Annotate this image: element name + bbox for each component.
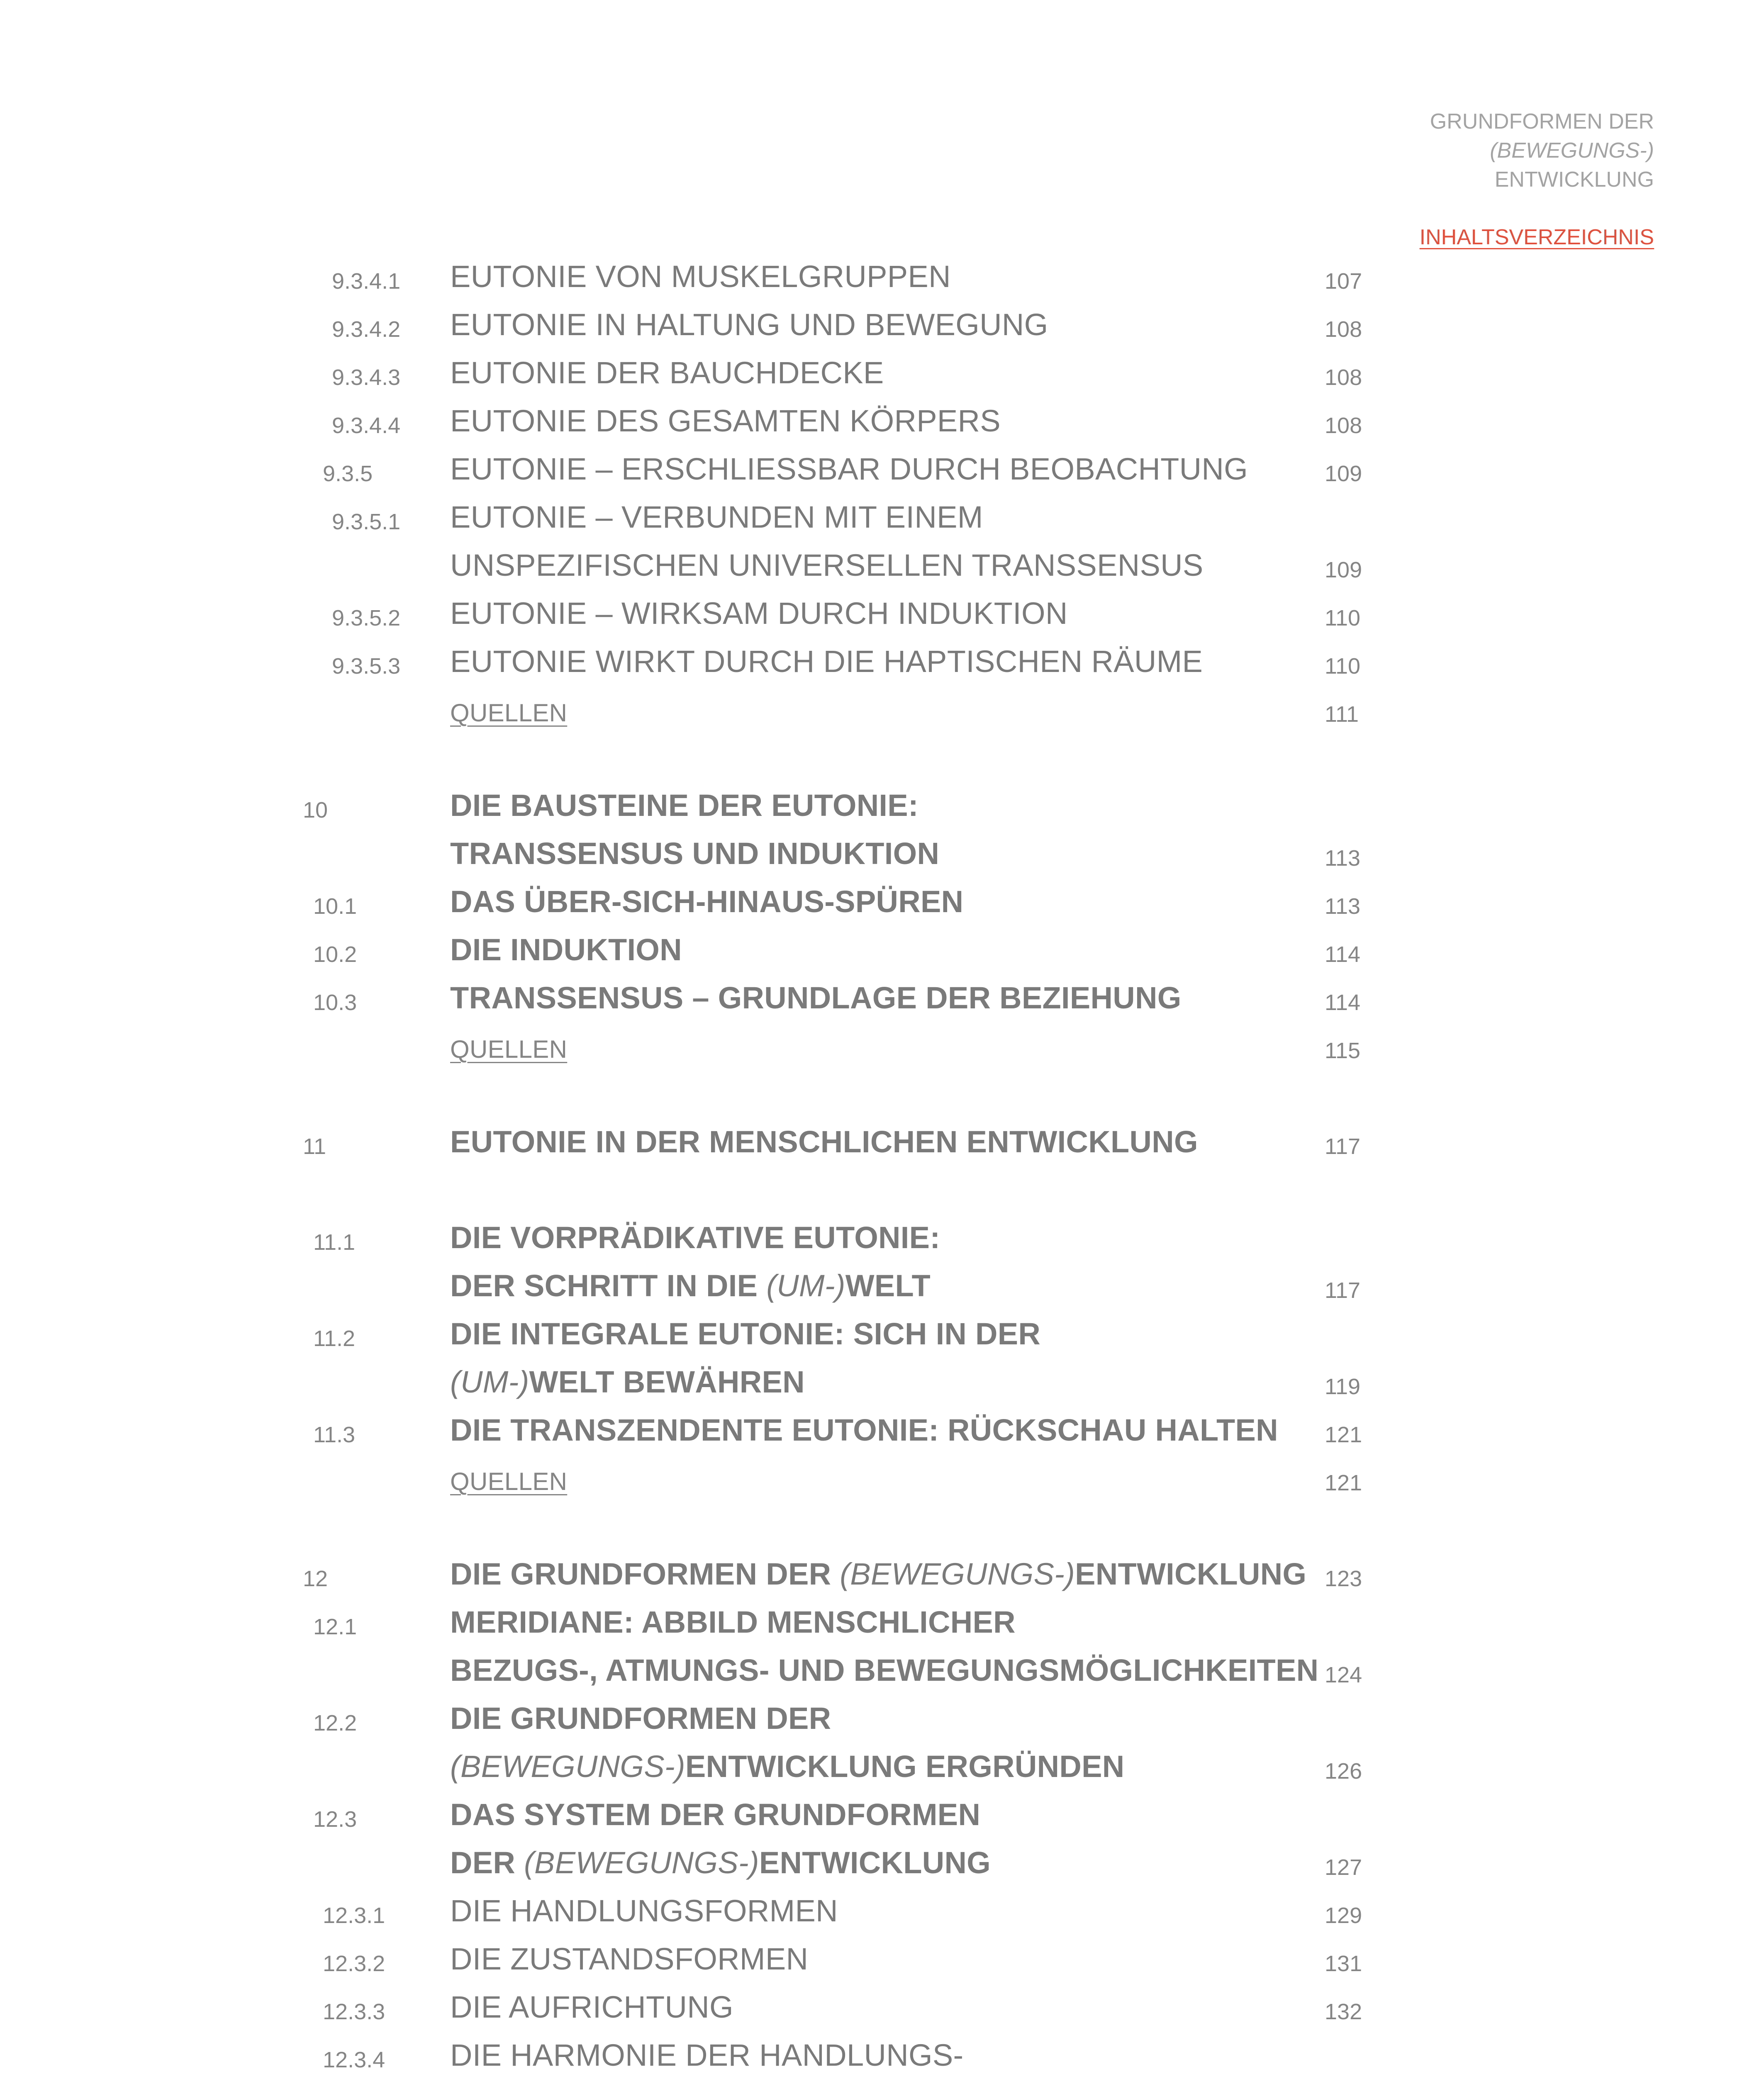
section-number: 9.3.5.2 <box>332 606 401 630</box>
section-title: EUTONIE VON MUSKELGRUPPEN <box>450 259 951 294</box>
section-number: 9.3.4.4 <box>332 413 401 438</box>
section-title: EUTONIE – VERBUNDEN MIT EINEM <box>450 500 983 534</box>
page-number: 109 <box>1325 557 1362 582</box>
section-title-part: DER SCHRITT IN DIE <box>450 1268 767 1303</box>
page-number: 107 <box>1325 269 1362 294</box>
section-number: 12.3.4 <box>323 2047 385 2072</box>
section-title: DIE BAUSTEINE DER EUTONIE: <box>450 788 919 823</box>
section-number: 12.3 <box>313 1807 357 1832</box>
section-title: EUTONIE – WIRKSAM DURCH INDUKTION <box>450 596 1068 630</box>
toc-row <box>0 976 1764 1025</box>
page-number: 113 <box>1325 894 1361 919</box>
header-line-2: (BEWEGUNGS-) <box>1490 139 1654 163</box>
section-title: EUTONIE DER BAUCHDECKE <box>450 355 884 390</box>
toc-row <box>0 1216 1764 1264</box>
toc-row <box>0 2034 1764 2074</box>
section-title-part: DER <box>450 1845 524 1880</box>
section-title: DIE ZUSTANDSFORMEN <box>450 1942 809 1976</box>
page-number: 114 <box>1325 990 1361 1015</box>
section-title-italic: (BEWEGUNGS-) <box>840 1557 1075 1591</box>
page-number: 123 <box>1325 1566 1362 1591</box>
toc-row <box>0 1889 1764 1938</box>
toc-row <box>0 1697 1764 1745</box>
page-number: 108 <box>1325 365 1362 390</box>
toc-row <box>0 1601 1764 1649</box>
toc-row <box>0 399 1764 448</box>
toc-row <box>0 496 1764 544</box>
section-title: BEZUGS-, ATMUNGS- UND BEWEGUNGSMÖGLICHKEITEN <box>450 1653 1319 1687</box>
toc-row <box>0 1553 1764 1601</box>
section-number: 11.3 <box>313 1422 356 1447</box>
section-title: MERIDIANE: ABBILD MENSCHLICHER <box>450 1605 1016 1639</box>
toc-row <box>0 448 1764 496</box>
page-number: 117 <box>1325 1278 1361 1303</box>
section-title: DAS ÜBER-SICH-HINAUS-SPÜREN <box>450 884 964 919</box>
section-title-italic: (UM-) <box>450 1365 529 1399</box>
section-title-part: DIE GRUNDFORMEN DER <box>450 1557 840 1591</box>
page-number: 127 <box>1325 1855 1362 1880</box>
section-title: DAS SYSTEM DER GRUNDFORMEN <box>450 1797 981 1832</box>
section-title: DIE HARMONIE DER HANDLUNGS- <box>450 2038 964 2072</box>
section-title-part: WELT BEWÄHREN <box>529 1365 805 1399</box>
page-number: 108 <box>1325 413 1362 438</box>
toc-row <box>0 592 1764 640</box>
section-number: 12 <box>303 1566 328 1591</box>
toc-row <box>0 880 1764 928</box>
toc-row <box>0 784 1764 832</box>
page-number: 129 <box>1325 1903 1362 1928</box>
section-number: 10.1 <box>313 894 357 919</box>
section-number: 10.2 <box>313 942 357 967</box>
toc-row <box>0 1264 1764 1312</box>
section-title: DIE INTEGRALE EUTONIE: SICH IN DER <box>450 1317 1041 1351</box>
section-title: EUTONIE – ERSCHLIESSBAR DURCH BEOBACHTUNG <box>450 452 1248 486</box>
section-title: UNSPEZIFISCHEN UNIVERSELLEN TRANSSENSUS <box>450 548 1204 582</box>
section-number: 11.2 <box>313 1326 356 1351</box>
header-line-3: ENTWICKLUNG <box>1494 168 1654 192</box>
section-title-part: ENTWICKLUNG <box>1075 1557 1307 1591</box>
section-number: 10 <box>303 798 328 823</box>
section-title-part: ENTWICKLUNG <box>759 1845 991 1880</box>
section-title <box>450 1845 991 1880</box>
section-title-italic: (UM-) <box>766 1268 845 1303</box>
section-number: 12.3.1 <box>323 1903 385 1928</box>
page-number: 110 <box>1325 606 1361 630</box>
page-number: 126 <box>1325 1759 1362 1784</box>
section-title: TRANSSENSUS UND INDUKTION <box>450 836 940 871</box>
toc-row <box>0 1312 1764 1361</box>
page-number: 110 <box>1325 654 1361 679</box>
section-number: 9.3.4.1 <box>332 269 401 294</box>
section-title <box>450 1364 805 1400</box>
section-title: EUTONIE IN DER MENSCHLICHEN ENTWICKLUNG <box>450 1125 1198 1159</box>
section-number: 9.3.4.2 <box>332 317 401 342</box>
section-number: 12.2 <box>313 1711 357 1736</box>
section-title-part: ENTWICKLUNG ERGRÜNDEN <box>685 1749 1125 1784</box>
section-title: EUTONIE IN HALTUNG UND BEWEGUNG <box>450 307 1048 342</box>
toc-row <box>0 544 1764 592</box>
section-title-part: WELT <box>845 1268 931 1303</box>
page-number: 114 <box>1325 942 1361 967</box>
section-title: EUTONIE DES GESAMTEN KÖRPERS <box>450 404 1001 438</box>
toc-sources-row <box>0 688 1764 736</box>
page-number: 124 <box>1325 1663 1362 1687</box>
page-number: 108 <box>1325 317 1362 342</box>
toc-row <box>0 640 1764 688</box>
page-number: 131 <box>1325 1951 1362 1976</box>
toc-row <box>0 255 1764 303</box>
toc-row <box>0 1120 1764 1168</box>
toc-row <box>0 1649 1764 1697</box>
section-title: DIE INDUKTION <box>450 932 682 967</box>
section-title: DIE TRANSZENDENTE EUTONIE: RÜCKSCHAU HALTEN <box>450 1413 1278 1447</box>
page-number: 121 <box>1325 1470 1362 1495</box>
page-number: 113 <box>1325 846 1361 871</box>
section-number: 12.3.2 <box>323 1951 385 1976</box>
toc-row <box>0 351 1764 399</box>
toc-sources-row <box>0 1457 1764 1505</box>
section-title: DIE VORPRÄDIKATIVE EUTONIE: <box>450 1220 940 1255</box>
section-title-italic: (BEWEGUNGS-) <box>524 1845 759 1880</box>
section-title <box>450 1749 1125 1784</box>
page-number: 121 <box>1325 1422 1362 1447</box>
page-number: 115 <box>1325 1038 1361 1063</box>
section-title: DIE HANDLUNGSFORMEN <box>450 1894 838 1928</box>
table-of-contents-link[interactable]: INHALTSVERZEICHNIS <box>1419 225 1654 249</box>
section-title-italic: (BEWEGUNGS-) <box>450 1749 685 1784</box>
toc-row <box>0 832 1764 880</box>
page-number: 109 <box>1325 461 1362 486</box>
section-title: DIE AUFRICHTUNG <box>450 1990 733 2024</box>
toc-row <box>0 928 1764 976</box>
section-number: 11 <box>303 1134 326 1159</box>
section-number: 9.3.5.1 <box>332 509 401 534</box>
toc-row <box>0 1938 1764 1986</box>
toc-row <box>0 1745 1764 1793</box>
page-number: 132 <box>1325 1999 1362 2024</box>
section-number: 12.1 <box>313 1614 357 1639</box>
section-title: DIE GRUNDFORMEN DER <box>450 1701 831 1736</box>
section-title: EUTONIE WIRKT DURCH DIE HAPTISCHEN RÄUME <box>450 644 1203 679</box>
section-number: 9.3.4.3 <box>332 365 401 390</box>
sources-link[interactable]: QUELLEN <box>450 1035 568 1063</box>
toc-row <box>0 1361 1764 1409</box>
toc-row <box>0 303 1764 351</box>
section-number: 11.1 <box>313 1230 356 1255</box>
section-title <box>450 1268 931 1303</box>
section-title <box>450 1556 1306 1592</box>
page-number: 119 <box>1325 1374 1361 1399</box>
toc-sources-row <box>0 1025 1764 1073</box>
header-line-1: GRUNDFORMEN DER <box>1430 110 1654 134</box>
sources-link[interactable]: QUELLEN <box>450 1468 568 1495</box>
page-number: 117 <box>1325 1134 1361 1159</box>
toc-row <box>0 1793 1764 1841</box>
section-number: 9.3.5.3 <box>332 654 401 679</box>
section-number: 12.3.3 <box>323 1999 385 2024</box>
section-number: 10.3 <box>313 990 357 1015</box>
section-title: TRANSSENSUS – GRUNDLAGE DER BEZIEHUNG <box>450 981 1182 1015</box>
sources-link[interactable]: QUELLEN <box>450 699 568 727</box>
toc-row <box>0 1841 1764 1889</box>
toc-row <box>0 1986 1764 2034</box>
section-number: 9.3.5 <box>323 461 373 486</box>
toc-row <box>0 1409 1764 1457</box>
page-number: 111 <box>1325 702 1359 727</box>
